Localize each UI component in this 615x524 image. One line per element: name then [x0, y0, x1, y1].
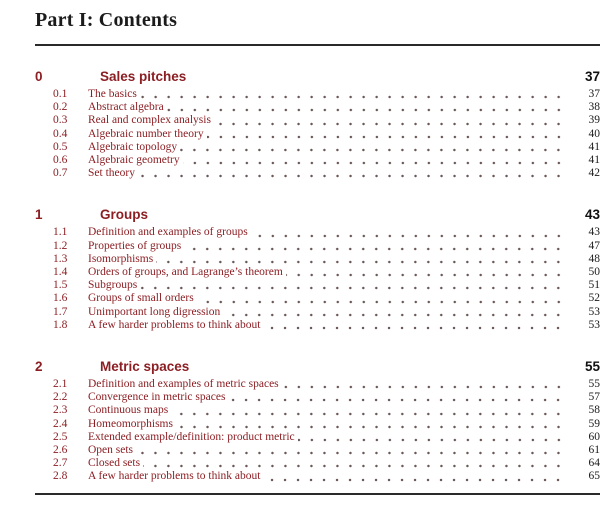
- toc-entry[interactable]: [35, 431, 600, 444]
- subsection-title: Convergence in metric spaces: [88, 391, 226, 404]
- subsection-page-number: 39: [588, 114, 600, 127]
- subsection-page-number: 51: [588, 279, 600, 292]
- subsection-title: The basics: [88, 88, 137, 100]
- toc-entry[interactable]: [35, 240, 600, 253]
- section-number: 1: [35, 207, 43, 223]
- toc-entry[interactable]: [35, 279, 600, 292]
- toc-entry[interactable]: [35, 226, 600, 239]
- subsection-title: Abstract algebra: [88, 101, 164, 114]
- subsection-title: Orders of groups, and Lagrange’s theorem: [88, 266, 283, 279]
- toc-entry[interactable]: [35, 306, 600, 319]
- bottom-rule: [35, 493, 600, 495]
- subsection-page-number: 59: [588, 417, 600, 430]
- subsection-title: Isomorphisms: [88, 252, 154, 265]
- dotted-leader: [140, 279, 568, 292]
- subsection-title: Groups of small orders: [88, 292, 194, 305]
- subsection-number: 2.8: [53, 470, 68, 483]
- subsection-number: 0.7: [53, 167, 68, 180]
- section-title: Metric spaces: [100, 359, 190, 375]
- subsection-number: 1.5: [53, 279, 68, 292]
- subsection-list: [35, 88, 600, 180]
- toc-entry[interactable]: [35, 88, 600, 101]
- subsection-page-number: 37: [588, 88, 600, 100]
- dotted-leader: [180, 141, 568, 154]
- dotted-leader: [263, 470, 568, 483]
- dotted-leader: [228, 391, 568, 404]
- subsection-title: Definition and examples of groups: [88, 226, 248, 239]
- subsection-page-number: 58: [588, 404, 600, 417]
- subsection-page-number: 64: [588, 457, 600, 470]
- subsection-number: 2.4: [53, 417, 68, 430]
- subsection-number: 0.1: [53, 88, 68, 100]
- toc-section-entry[interactable]: [35, 69, 600, 85]
- toc-entry[interactable]: [35, 444, 600, 457]
- subsection-page-number: 41: [588, 140, 600, 153]
- subsection-number: 0.4: [53, 127, 68, 140]
- toc-entry[interactable]: [35, 457, 600, 470]
- toc-entry[interactable]: [35, 128, 600, 141]
- subsection-list: [35, 226, 600, 332]
- subsection-number: 1.4: [53, 266, 68, 279]
- toc-entry[interactable]: [35, 292, 600, 305]
- subsection-number: 1.3: [53, 252, 68, 265]
- subsection-page-number: 50: [588, 266, 600, 279]
- subsection-number: 1.7: [53, 305, 68, 318]
- section-page-number: 37: [584, 69, 600, 84]
- toc-entry[interactable]: [35, 319, 600, 332]
- subsection-number: 0.2: [53, 101, 68, 114]
- toc-entry[interactable]: [35, 404, 600, 417]
- dotted-leader: [207, 128, 568, 141]
- subsection-title: Algebraic number theory: [88, 127, 204, 140]
- toc-entry[interactable]: [35, 378, 600, 391]
- toc-entry[interactable]: [35, 470, 600, 483]
- dotted-leader: [197, 292, 568, 305]
- toc-entry[interactable]: [35, 418, 600, 431]
- subsection-number: 0.5: [53, 140, 68, 153]
- toc-entry[interactable]: [35, 101, 600, 114]
- subsection-title: Algebraic geometry: [88, 154, 180, 167]
- subsection-number: 2.2: [53, 391, 68, 404]
- subsection-title: Properties of groups: [88, 239, 182, 252]
- dotted-leader: [251, 226, 568, 239]
- subsection-page-number: 42: [588, 167, 600, 180]
- dotted-leader: [167, 101, 568, 114]
- part-title: Part I: Contents: [35, 9, 178, 31]
- subsection-number: 1.1: [53, 226, 68, 239]
- subsection-page-number: 52: [588, 292, 600, 305]
- subsection-title: Open sets: [88, 444, 134, 457]
- toc-entry[interactable]: [35, 114, 600, 127]
- section-title: Groups: [100, 207, 149, 223]
- subsection-page-number: 60: [588, 430, 600, 443]
- subsection-number: 2.7: [53, 457, 68, 470]
- dotted-leader: [156, 253, 568, 266]
- toc-section: [35, 69, 600, 180]
- toc-entry[interactable]: [35, 253, 600, 266]
- toc-entry[interactable]: [35, 167, 600, 180]
- subsection-page-number: 65: [588, 470, 600, 483]
- subsection-number: 1.6: [53, 292, 68, 305]
- dotted-leader: [171, 404, 568, 417]
- dotted-leader: [282, 378, 568, 391]
- subsection-list: [35, 378, 600, 484]
- dotted-leader: [138, 167, 568, 180]
- subsection-page-number: 38: [588, 101, 600, 114]
- subsection-number: 2.5: [53, 430, 68, 443]
- section-page-number: 43: [584, 207, 600, 223]
- toc-section-entry[interactable]: [35, 207, 600, 223]
- toc-section-entry[interactable]: [35, 359, 600, 375]
- subsection-title: Extended example/definition: product metric: [88, 430, 295, 443]
- subsection-title: Continuous maps: [88, 404, 169, 417]
- subsection-number: 2.1: [53, 378, 68, 391]
- toc-entry[interactable]: [35, 391, 600, 404]
- subsection-page-number: 53: [588, 305, 600, 318]
- subsection-title: A few harder problems to think about: [88, 470, 261, 483]
- section-page-number: 55: [584, 359, 600, 375]
- subsection-title: Closed sets: [88, 457, 141, 470]
- toc-entry[interactable]: [35, 141, 600, 154]
- subsection-page-number: 57: [588, 391, 600, 404]
- dotted-leader: [143, 457, 568, 470]
- subsection-title: Definition and examples of metric spaces: [88, 378, 279, 391]
- subsection-number: 1.2: [53, 239, 68, 252]
- toc-section: [35, 207, 600, 332]
- subsection-page-number: 43: [588, 226, 600, 239]
- dotted-leader: [263, 319, 568, 332]
- toc-entry[interactable]: [35, 266, 600, 279]
- dotted-leader: [176, 418, 568, 431]
- dotted-leader: [214, 114, 568, 127]
- section-number: 0: [35, 69, 43, 84]
- subsection-title: Subgroups: [88, 279, 138, 292]
- dotted-leader: [136, 444, 568, 457]
- subsection-page-number: 40: [588, 127, 600, 140]
- subsection-title: Unimportant long digression: [88, 305, 221, 318]
- dotted-leader: [184, 240, 568, 253]
- dotted-leader: [286, 266, 568, 279]
- subsection-page-number: 48: [588, 252, 600, 265]
- toc: [35, 69, 600, 484]
- section-number: 2: [35, 359, 43, 375]
- subsection-title: Real and complex analysis: [88, 114, 211, 127]
- subsection-title: A few harder problems to think about: [88, 318, 261, 331]
- subsection-title: Homeomorphisms: [88, 417, 173, 430]
- section-title: Sales pitches: [100, 69, 187, 84]
- subsection-number: 2.6: [53, 444, 68, 457]
- top-rule: [35, 44, 600, 46]
- subsection-page-number: 55: [588, 378, 600, 391]
- subsection-title: Algebraic topology: [88, 140, 178, 153]
- subsection-page-number: 53: [588, 318, 600, 331]
- toc-entry[interactable]: [35, 154, 600, 167]
- subsection-title: Set theory: [88, 167, 135, 180]
- subsection-number: 0.3: [53, 114, 68, 127]
- dotted-leader: [183, 154, 568, 167]
- subsection-page-number: 47: [588, 239, 600, 252]
- subsection-page-number: 41: [588, 154, 600, 167]
- subsection-number: 0.6: [53, 154, 68, 167]
- subsection-number: 1.8: [53, 318, 68, 331]
- subsection-number: 2.3: [53, 404, 68, 417]
- toc-section: [35, 359, 600, 484]
- subsection-page-number: 61: [588, 444, 600, 457]
- dotted-leader: [298, 431, 568, 444]
- dotted-leader: [140, 88, 568, 101]
- dotted-leader: [223, 306, 568, 319]
